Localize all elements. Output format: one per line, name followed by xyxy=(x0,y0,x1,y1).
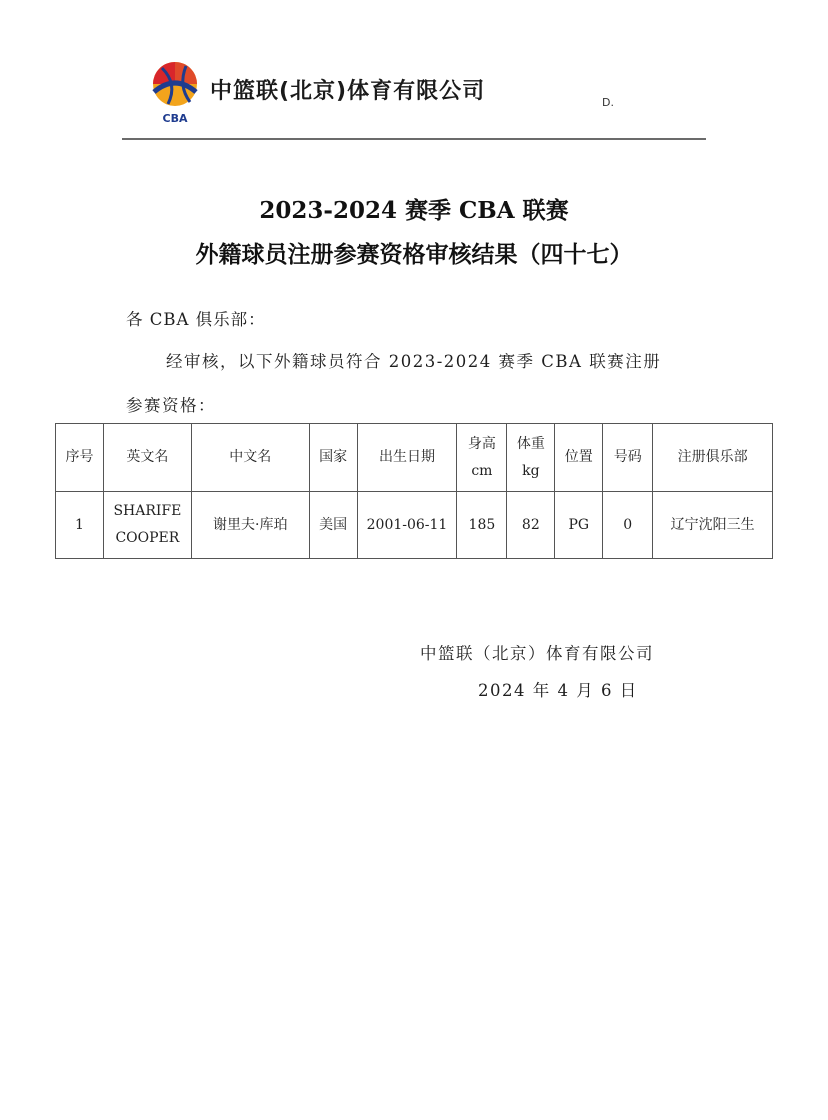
cell-index: 1 xyxy=(56,492,104,559)
header-weight xyxy=(507,424,555,492)
document-title-line2: 外籍球员注册参赛资格审核结果（四十七） xyxy=(195,241,633,268)
table-header-row xyxy=(56,424,773,492)
cell-position: PG xyxy=(555,492,603,559)
logo-text: CBA xyxy=(162,112,188,125)
cell-weight: 82 xyxy=(507,492,555,559)
signature-company: 中篮联（北京）体育有限公司 xyxy=(420,644,654,663)
header-club: 注册俱乐部 xyxy=(653,424,773,492)
cba-logo-icon xyxy=(148,60,208,126)
cell-birth-date: 2001-06-11 xyxy=(357,492,457,559)
letterhead xyxy=(148,60,708,130)
header-english-name: 英文名 xyxy=(103,424,191,492)
cell-country: 美国 xyxy=(309,492,357,559)
cell-number: 0 xyxy=(603,492,653,559)
header-divider xyxy=(122,138,706,140)
body-paragraph-line1: 经审核，以下外籍球员符合 2023-2024 赛季 CBA 联赛注册 xyxy=(166,352,662,371)
header-weight-unit: kg xyxy=(522,462,540,479)
signature-date: 2024 年 4 月 6 日 xyxy=(478,681,638,700)
table-row xyxy=(56,492,773,559)
header-number: 号码 xyxy=(603,424,653,492)
company-suffix: D. xyxy=(602,96,614,109)
header-chinese-name: 中文名 xyxy=(191,424,309,492)
header-height-unit: cm xyxy=(471,462,493,479)
cell-club: 辽宁沈阳三生 xyxy=(653,492,773,559)
header-index: 序号 xyxy=(56,424,104,492)
header-height-label: 身高 xyxy=(467,435,496,452)
player-table xyxy=(55,423,773,559)
cell-chinese-name: 谢里夫·库珀 xyxy=(191,492,309,559)
english-name-line2: COOPER xyxy=(115,530,180,546)
header-birth-date: 出生日期 xyxy=(357,424,457,492)
header-position: 位置 xyxy=(555,424,603,492)
cell-height: 185 xyxy=(457,492,507,559)
header-country: 国家 xyxy=(309,424,357,492)
salutation: 各 CBA 俱乐部： xyxy=(126,310,266,329)
header-height xyxy=(457,424,507,492)
cell-english-name xyxy=(103,492,191,559)
company-name: 中篮联(北京)体育有限公司 xyxy=(210,79,486,104)
body-paragraph-line2: 参赛资格： xyxy=(126,396,216,415)
header-weight-label: 体重 xyxy=(516,435,545,452)
document-title-line1: 2023-2024 赛季 CBA 联赛 xyxy=(259,197,569,224)
english-name-line1: SHARIFE xyxy=(113,503,182,520)
